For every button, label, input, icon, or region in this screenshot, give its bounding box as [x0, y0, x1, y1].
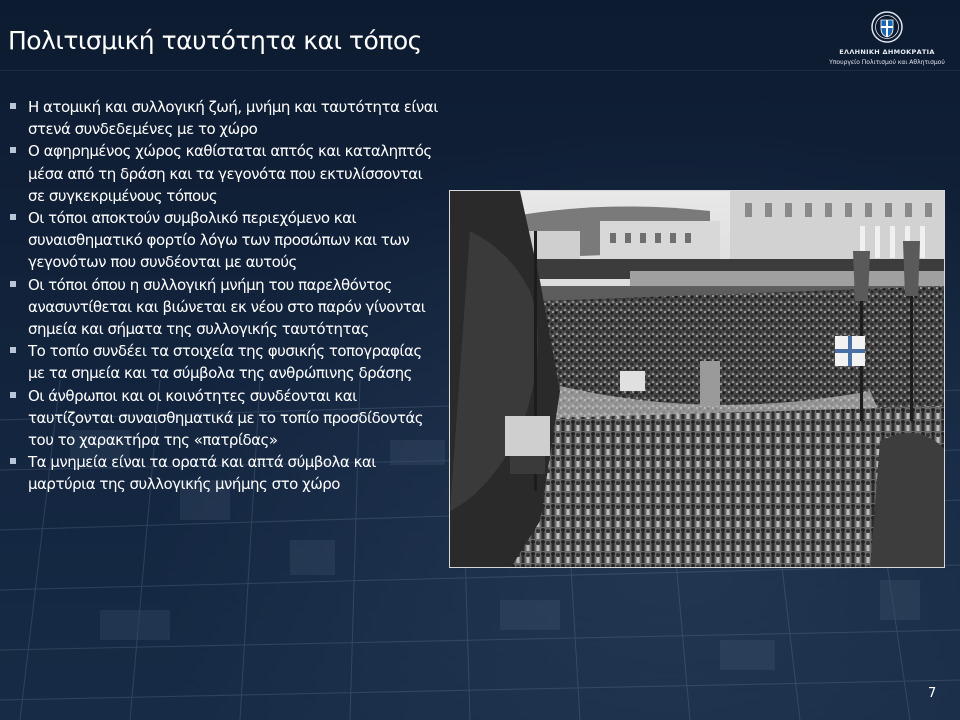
bullet-marker-icon — [10, 103, 16, 109]
slide-title: Πολιτισμική ταυτότητα και τόπος — [8, 26, 422, 55]
ministry-logo — [818, 8, 956, 70]
bullet-marker-icon — [10, 281, 16, 287]
bullet-item — [8, 340, 440, 384]
bullet-text: Οι άνθρωποι και οι κοινότητες συνδέονται και ταυτίζονται συναισθηματικά με το τοπίο προσδίδοντάς του το χαρακτήρα της «πατρίδας» — [28, 386, 424, 450]
title-divider — [0, 70, 960, 71]
bullet-text: Οι τόποι όπου η συλλογική μνήμη του παρελθόντος ανασυντίθεται και βιώνεται εκ νέου στο παρόν γίνονται σημεία και σήματα της συλλογικής ταυτότητας — [28, 275, 426, 339]
bullet-text: Το τοπίο συνδέει τα στοιχεία της φυσικής τοπογραφίας με τα σημεία και τα σύμβολα της ανθρώπινης δράσης — [28, 342, 422, 383]
historic-crowd-photo — [449, 190, 945, 568]
bullet-text: Η ατομική και συλλογική ζωή, μνήμη και ταυτότητα είναι στενά συνδεδεμένες με το χώρο — [28, 98, 438, 139]
logo-subtitle: Υπουργείο Πολιτισμού και Αθλητισμού — [829, 59, 945, 66]
greek-coat-of-arms-icon — [870, 10, 904, 44]
bullet-marker-icon — [10, 147, 16, 153]
bullet-text: Οι τόποι αποκτούν συμβολικό περιεχόμενο και συναισθηματικό φορτίο λόγω των προσώπων και των γεγονότων που συνδέονται με αυτούς — [28, 209, 410, 272]
bullet-item — [8, 96, 440, 140]
bullet-item — [8, 207, 440, 274]
bullet-item — [8, 451, 440, 495]
bullet-item — [8, 274, 440, 341]
bullet-item — [8, 140, 440, 207]
crowd-square-photo-image — [450, 191, 945, 568]
bullet-marker-icon — [10, 458, 16, 464]
page-number: 7 — [928, 686, 937, 701]
bullet-item — [8, 385, 440, 452]
bullet-text: Ο αφηρημένος χώρος καθίσταται απτός και καταληπτός μέσα από τη δράση και τα γεγονότα που εκτυλίσσονται σε συγκεκριμένους τόπους — [28, 142, 432, 205]
logo-title: ΕΛΛΗΝΙΚΗ ΔΗΜΟΚΡΑΤΙΑ — [839, 48, 935, 56]
bullet-marker-icon — [10, 347, 16, 353]
bullet-text: Τα μνημεία είναι τα ορατά και απτά σύμβολα και μαρτύρια της συλλογικής μνήμης στο χώρο — [28, 453, 376, 494]
bullet-list — [8, 96, 440, 496]
bullet-marker-icon — [10, 214, 16, 220]
bullet-marker-icon — [10, 392, 16, 398]
